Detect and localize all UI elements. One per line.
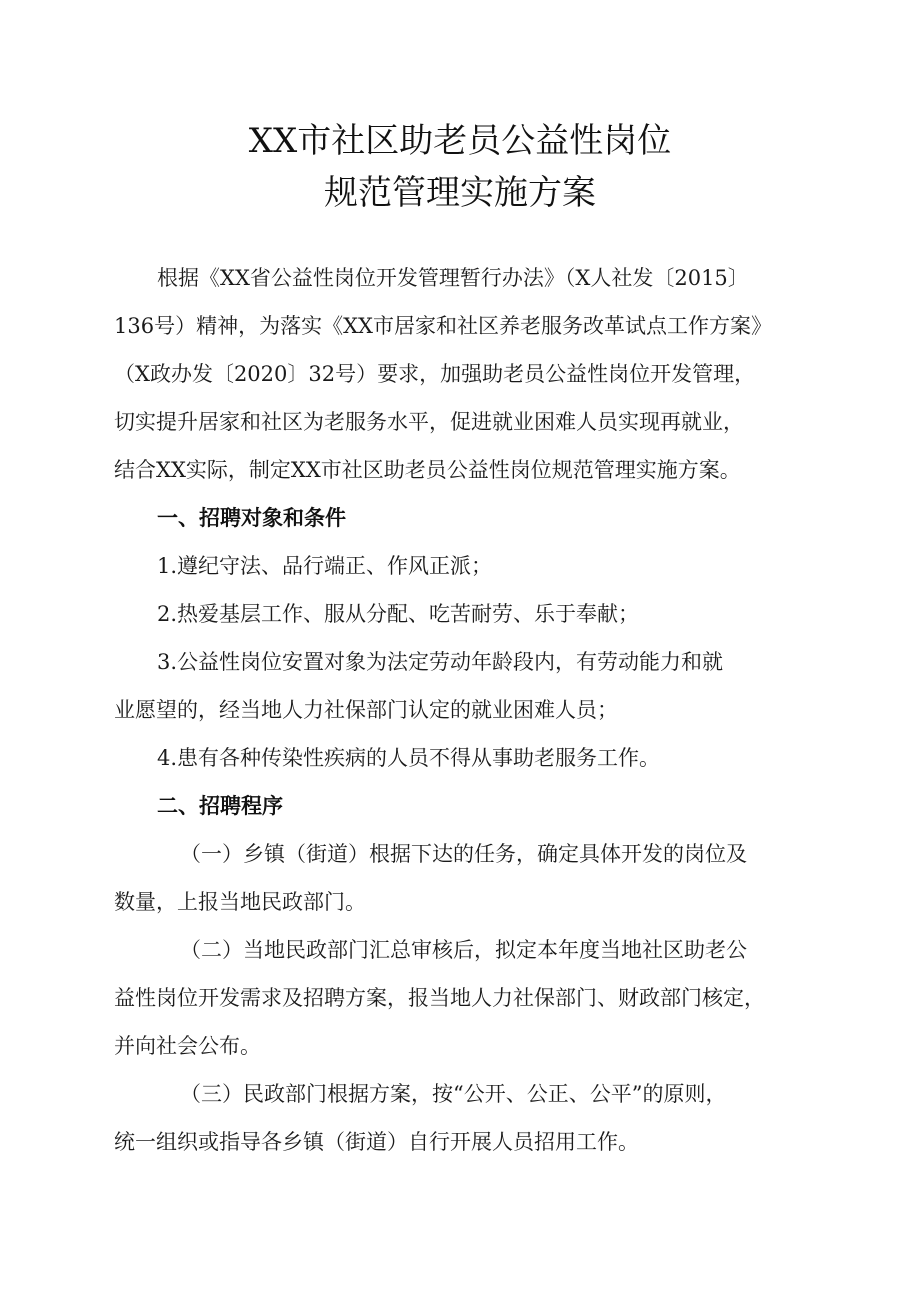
section-1-item-1: 1.遵纪守法、品行端正、作风正派； <box>157 554 493 578</box>
section-1-heading: 一、招聘对象和条件 <box>157 506 346 530</box>
section-2-heading: 二、招聘程序 <box>157 794 283 818</box>
intro-line-2: 136号）精神，为落实《XX市居家和社区养老服务改革试点工作方案》 <box>114 314 772 338</box>
section-2-step-1-line-2: 数量，上报当地民政部门。 <box>114 890 366 914</box>
section-2-step-3-line-2: 统一组织或指导各乡镇（街道）自行开展人员招用工作。 <box>114 1130 639 1154</box>
intro-line-5: 结合XX实际，制定XX市社区助老员公益性岗位规范管理实施方案。 <box>114 458 741 482</box>
section-2-step-2-line-2: 益性岗位开发需求及招聘方案，报当地人力社保部门、财政部门核定， <box>114 986 765 1010</box>
section-2-step-3-line-1: （三）民政部门根据方案，按“公开、公正、公平”的原则， <box>180 1082 727 1106</box>
section-2-step-2-line-1: （二）当地民政部门汇总审核后，拟定本年度当地社区助老公 <box>180 938 747 962</box>
section-1-item-4: 4.患有各种传染性疾病的人员不得从事助老服务工作。 <box>157 746 661 770</box>
section-1-item-2: 2.热爱基层工作、服从分配、吃苦耐劳、乐于奉献； <box>157 602 640 626</box>
document-title-line-2: 规范管理实施方案 <box>324 173 596 213</box>
intro-line-3: （X政办发〔2020〕32号）要求，加强助老员公益性岗位开发管理， <box>114 362 756 386</box>
section-2-step-1-line-1: （一）乡镇（街道）根据下达的任务，确定具体开发的岗位及 <box>180 842 747 866</box>
section-1-item-3-line-2: 业愿望的，经当地人力社保部门认定的就业困难人员； <box>114 698 618 722</box>
intro-line-4: 切实提升居家和社区为老服务水平，促进就业困难人员实现再就业， <box>114 410 744 434</box>
section-2-step-2-line-3: 并向社会公布。 <box>114 1034 261 1058</box>
section-1-item-3-line-1: 3.公益性岗位安置对象为法定劳动年龄段内，有劳动能力和就 <box>157 650 724 674</box>
document-title-line-1: XX市社区助老员公益性岗位 <box>248 121 672 161</box>
intro-line-1: 根据《XX省公益性岗位开发管理暂行办法》（X人社发〔2015〕 <box>157 266 749 290</box>
